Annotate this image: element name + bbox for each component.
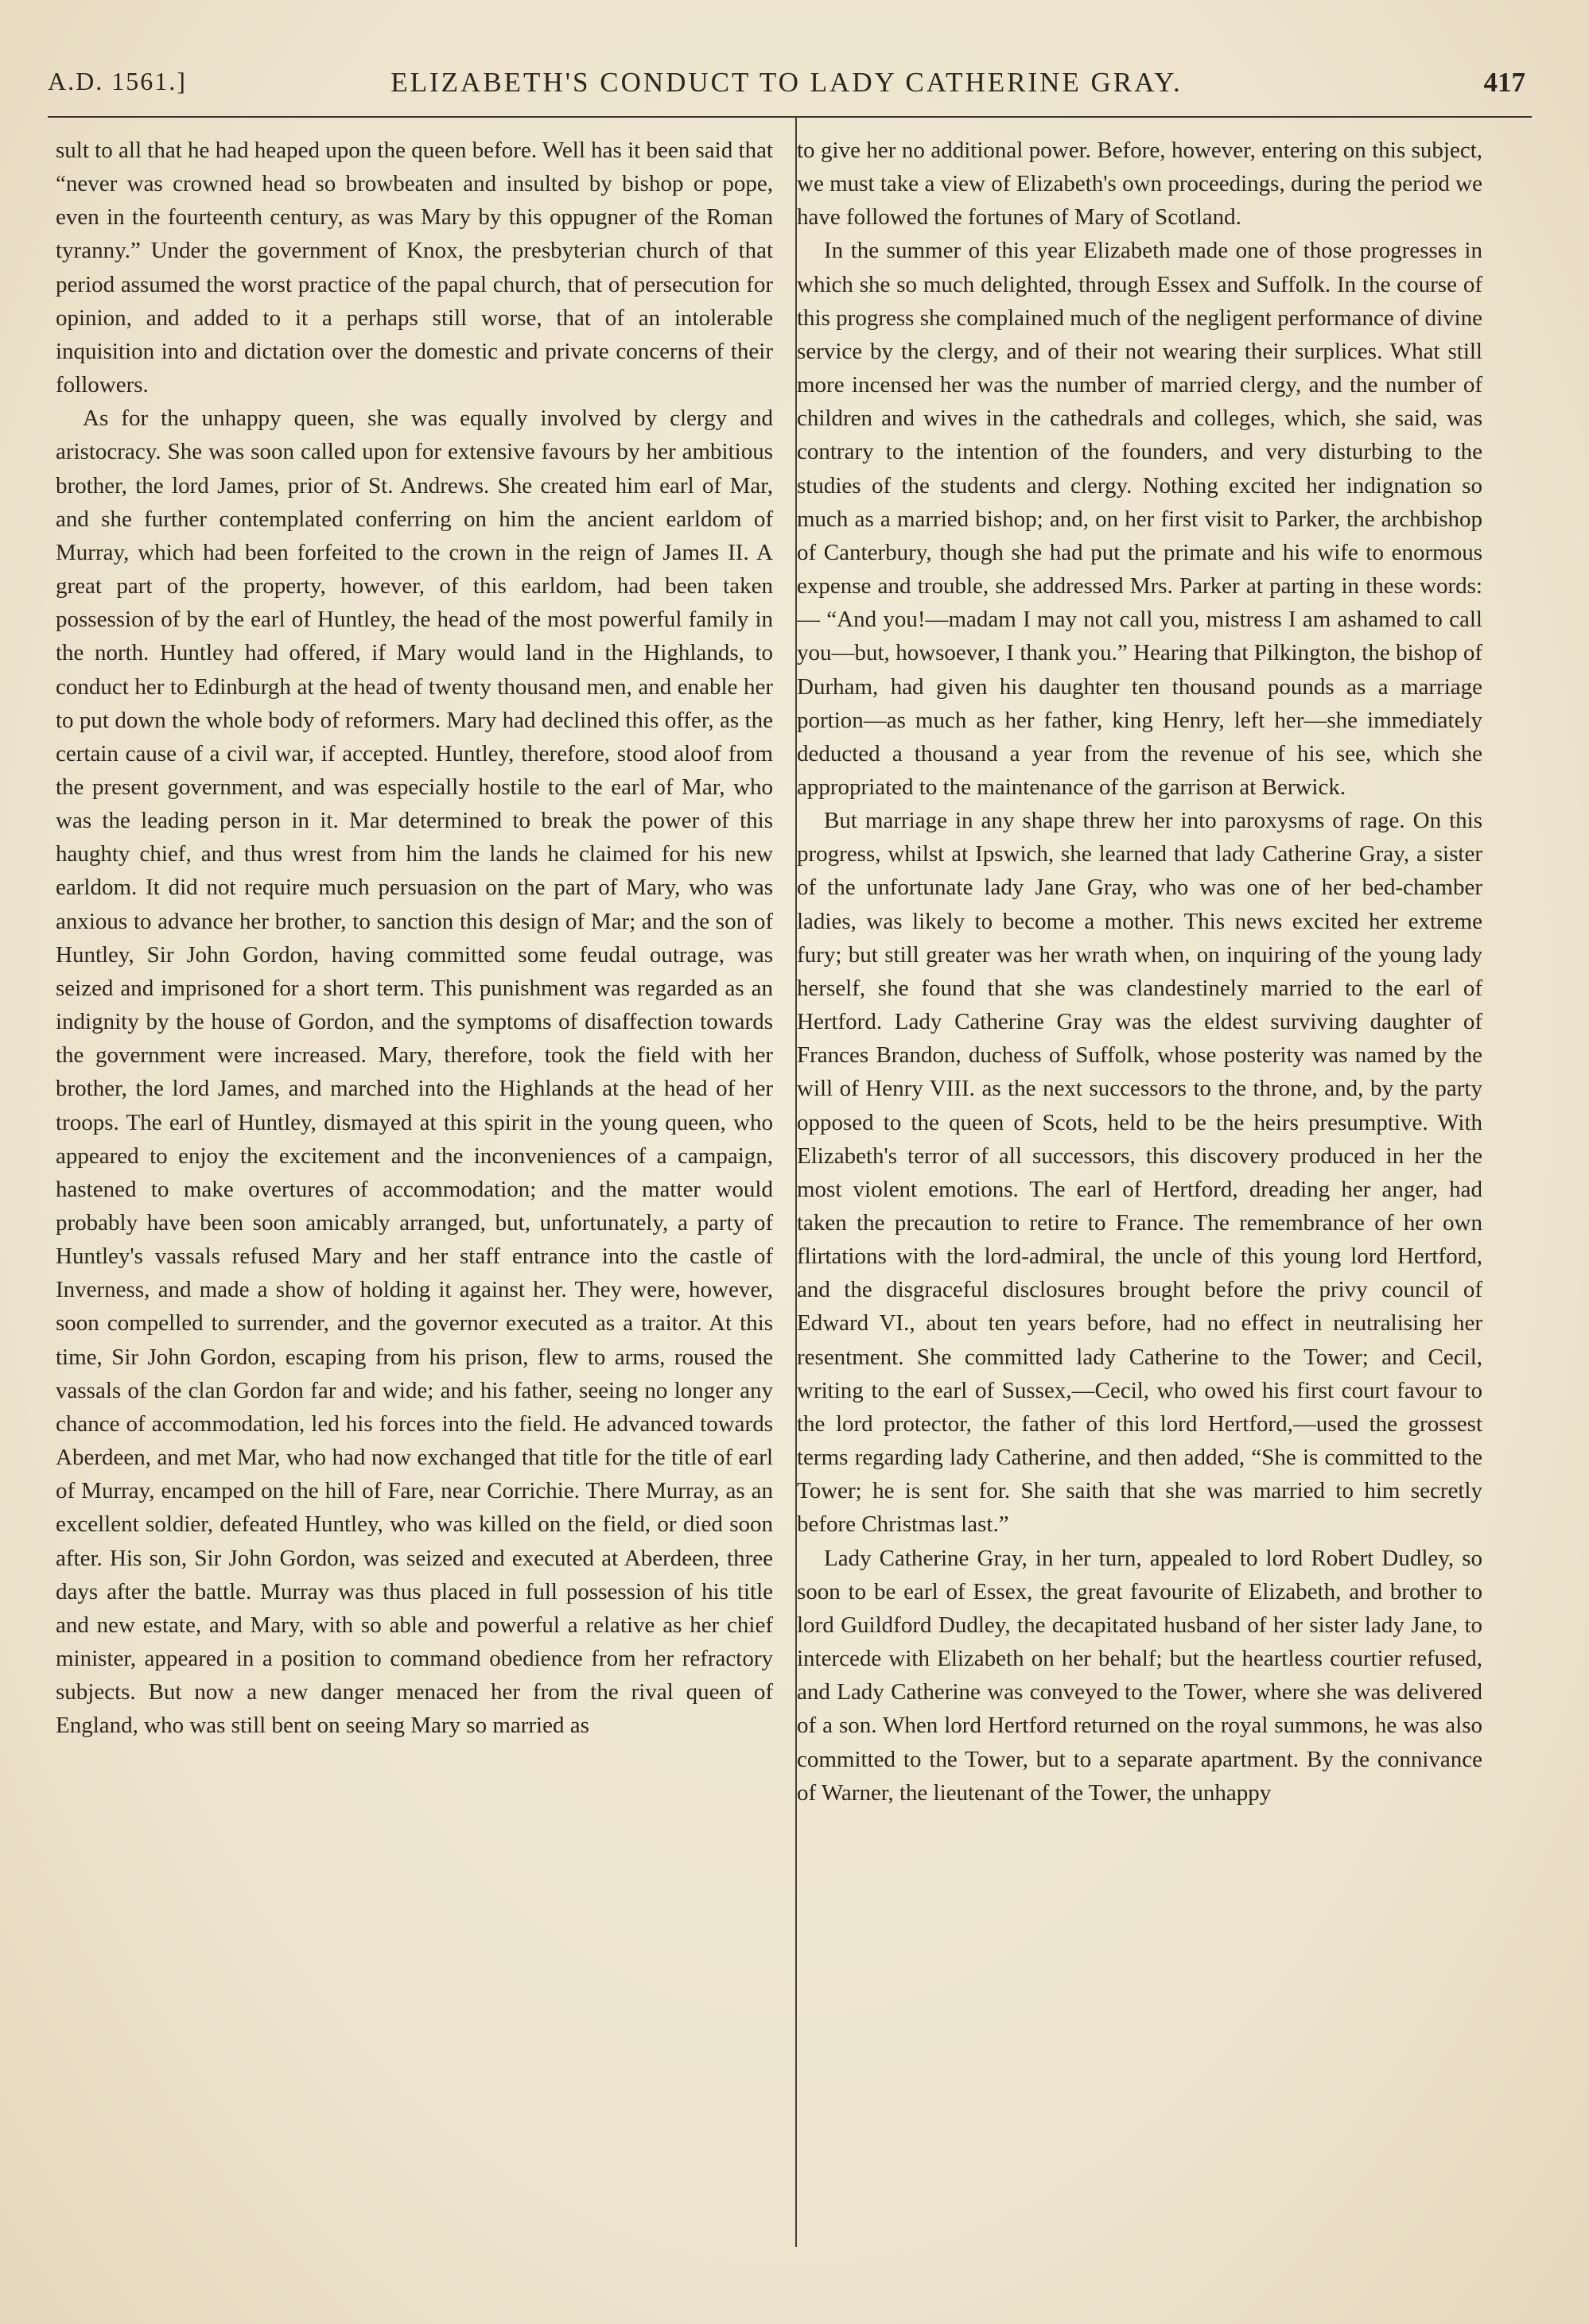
header-rule bbox=[48, 116, 1532, 118]
paragraph: As for the unhappy queen, she was equally involved by clergy and aristocracy. She was soon called upon for extensive favours by her ambitious brother, the lord James, prior of St. Andrews. She created him earl of Mar, and she further contemplated conferring on him the ancient earldom of Murray, which had been forfeited to the crown in the reign of James II. A great part of the property, however, of this earldom, had been taken possession of by the earl of Huntley, the head of the most powerful family in the north. Huntley had offered, if Mary would land in the Highlands, to conduct her to Edinburgh at the head of twenty thousand men, and enable her to put down the whole body of reformers. Mary had declined this offer, as the certain cause of a civil war, if accepted. Huntley, therefore, stood aloof from the present government, and was especially hostile to the earl of Mar, who was the leading person in it. Mar determined to break the power of this haughty chief, and thus wrest from him the lands he claimed for his new earldom. It did not require much persuasion on the part of Mary, who was anxious to advance her brother, to sanction this design of Mar; and the son of Huntley, Sir John Gordon, having committed some feudal outrage, was seized and imprisoned for a short term. This punishment was regarded as an indignity by the house of Gordon, and the symptoms of disaffection towards the government were increased. Mary, therefore, took the field with her brother, the lord James, and marched into the Highlands at the head of her troops. The earl of Huntley, dismayed at this spirit in the young queen, who appeared to enjoy the excitement and the inconveniences of a campaign, hastened to make overtures of accommodation; and the matter would probably have been soon amicably arranged, but, unfortunately, a party of Huntley's vassals refused Mary and her staff entrance into the castle of Inverness, and made a show of holding it against her. They were, however, soon compelled to surrender, and the governor executed as a traitor. At this time, Sir John Gordon, escaping from his prison, flew to arms, roused the vassals of the clan Gordon far and wide; and his father, seeing no longer any chance of accommodation, led his forces into the field. He advanced towards Aberdeen, and met Mar, who had now exchanged that title for the title of earl of Murray, encamped on the hill of Fare, near Corrichie. There Murray, as an excellent soldier, defeated Huntley, who was killed on the field, or died soon after. His son, Sir John Gordon, was seized and executed at Aberdeen, three days after the battle. Murray was thus placed in full possession of his title and new estate, and Mary, with so able and powerful a relative as her chief minister, appeared in a position to command obedience from her refractory subjects. But now a new danger menaced her from the rival queen of England, who was still bent on seeing Mary so married as bbox=[56, 405, 773, 1739]
paragraph: But marriage in any shape threw her into paroxysms of rage. On this progress, whilst at Ipswich, she learned that lady Catherine Gray, a sister of the unfortunate lady Jane Gray, who was one of her bed-chamber ladies, was likely to become a mother. This news excited her extreme fury; but still greater was her wrath when, on inquiring of the young lady herself, she found that she was clandestinely married to the earl of Hertford. Lady Catherine Gray was the eldest surviving daughter of Frances Brandon, duchess of Suffolk, whose posterity was named by the will of Henry VIII. as the next successors to the throne, and, by the party opposed to the queen of Scots, held to be the heirs presumptive. With Elizabeth's terror of all successors, this discovery produced in her the most violent emotions. The earl of Hertford, dreading her anger, had taken the precaution to retire to France. The remembrance of her own flirtations with the lord-admiral, the uncle of this young lord Hertford, and the disgraceful disclosures brought before the privy council of Edward VI., about ten years before, had no effect in neutralising her resentment. She committed lady Catherine to the Tower; and Cecil, writing to the earl of Sussex,—Cecil, who owed his first court favour to the lord protector, the father of this lord Hertford,—used the grossest terms regarding lady Catherine, and then added, “She is committed to the Tower; he is sent for. She saith that she was married to him secretly before Christmas last.” bbox=[797, 808, 1482, 1538]
paragraph: sult to all that he had heaped upon the queen before. Well has it been said that “never was crowned head so browbeaten and insulted by bishop or pope, even in the fourteenth century, as was Mary by this oppugner of the Roman tyranny.” Under the government of Knox, the presbyterian church of that period assumed the worst practice of the papal church, that of persecution for opinion, and added to it a perhaps still worse, that of an intolerable inquisition into and dictation over the domestic and private concerns of their followers. bbox=[56, 138, 773, 398]
paragraph: Lady Catherine Gray, in her turn, appealed to lord Robert Dudley, so soon to be earl of Essex, the great favourite of Elizabeth, and brother to lord Guildford Dudley, the decapitated husband of her sister lady Jane, to intercede with Elizabeth on her behalf; but the heartless courtier refused, and Lady Catherine was conveyed to the Tower, where she was delivered of a son. When lord Hertford returned on the royal summons, he was also committed to the Tower, but to a separate apartment. By the connivance of Warner, the lieutenant of the Tower, the unhappy bbox=[797, 1545, 1482, 1806]
running-header bbox=[48, 67, 1525, 118]
left-column bbox=[56, 134, 773, 2233]
header-date: A.D. 1561.] bbox=[48, 67, 187, 95]
paragraph: In the summer of this year Elizabeth made one of those progresses in which she so much delighted, through Essex and Suffolk. In the course of this progress she complained much of the negligent performance of divine service by the clergy, and of their not wearing their surplices. What still more incensed her was the number of married clergy, and the number of children and wives in the cathedrals and colleges, which, she said, was contrary to the intention of the founders, and very disturbing to the studies of the students and clergy. Nothing excited her indignation so much as a married bishop; and, on her first visit to Parker, the archbishop of Canterbury, though she had put the primate and his wife to enormous expense and trouble, she addressed Mrs. Parker at parting in these words:— “And you!—madam I may not call you, mistress I am ashamed to call you—but, howsoever, I thank you.” Hearing that Pilkington, the bishop of Durham, had given his daughter ten thousand pounds as a marriage portion—as much as her father, king Henry, left her—she immediately deducted a thousand a year from the revenue of his see, which she appropriated to the maintenance of the garrison at Berwick. bbox=[797, 238, 1482, 800]
page-number: 417 bbox=[1483, 67, 1525, 98]
paragraph: to give her no additional power. Before, however, entering on this subject, we must take a view of Elizabeth's own proceedings, during the period we have followed the fortunes of Mary of Scotland. bbox=[797, 138, 1482, 231]
right-column bbox=[797, 134, 1482, 2233]
header-title: ELIZABETH'S CONDUCT TO LADY CATHERINE GRAY. bbox=[390, 67, 1183, 98]
